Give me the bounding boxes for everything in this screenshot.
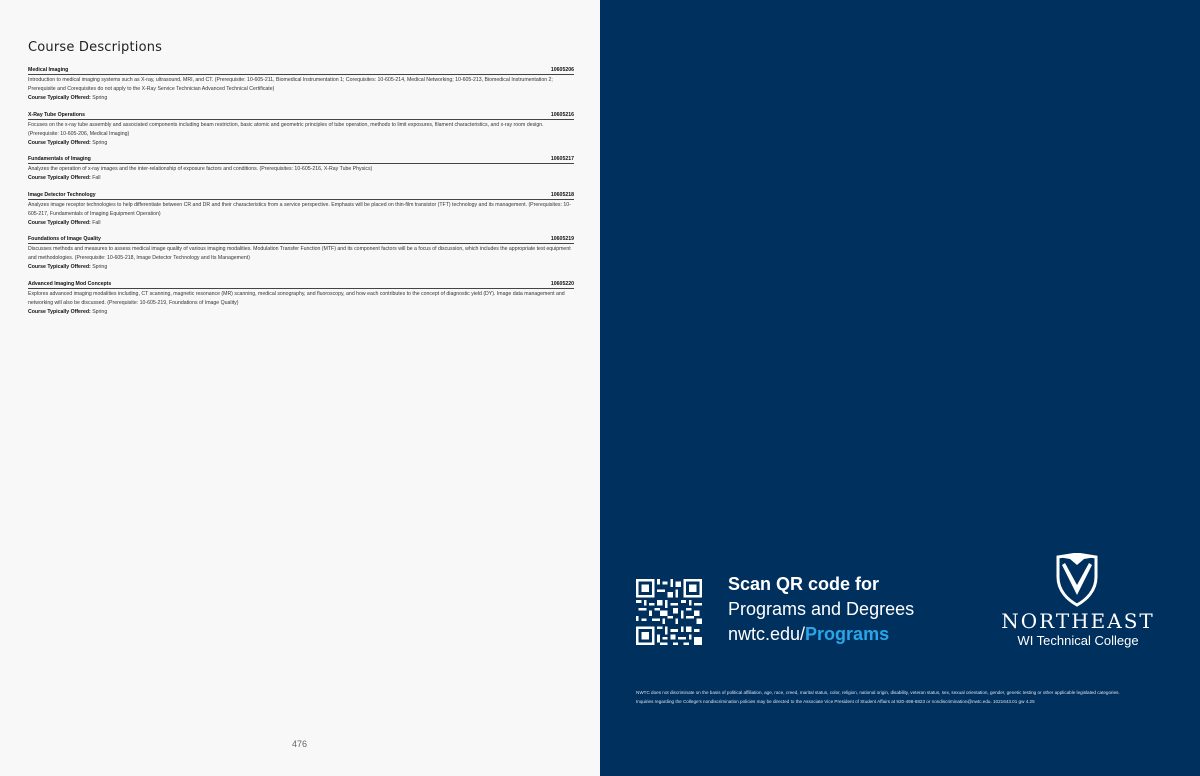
course-code: 10605206	[550, 67, 574, 73]
course-title: Fundamentals of Imaging	[28, 156, 91, 162]
course-entry	[28, 236, 574, 271]
programs-url-link[interactable]	[728, 624, 889, 645]
course-description: Analyzes image receptor technologies to help differentiate between CR and DR and their characteristics from a service perspective. Emphasis will be placed on thin-film transistor (TFT) technology and its management. (Prerequisites: 10-605-217, Fundamentals of Imaging Equipment Operation)	[28, 201, 571, 217]
shield-logo-icon	[1054, 553, 1100, 607]
course-offered	[28, 139, 574, 147]
url-accent: Programs	[805, 624, 890, 644]
course-code: 10605220	[550, 280, 574, 287]
course-entry	[28, 192, 574, 227]
disclaimer-line: NWTC does not discriminate on the basis of political affiliation, age, race, creed, marital status, color, religion, national origin, disability, veteran status, sex, sexual orientation, gender, genetic testing or other applicable legislated categories.	[636, 690, 1120, 695]
offered-term: Fall	[92, 219, 101, 226]
page-heading: Course Descriptions	[28, 40, 163, 55]
back-cover-panel	[600, 0, 1200, 776]
offered-term: Spring	[92, 95, 108, 101]
scan-qr-heading: Scan QR code for	[728, 574, 880, 594]
course-code: 10605216	[550, 111, 574, 118]
course-header	[28, 67, 574, 75]
qr-code-icon[interactable]	[636, 579, 702, 645]
course-header	[28, 112, 574, 120]
nondiscrimination-statement	[636, 688, 1192, 706]
course-entry	[28, 112, 574, 147]
course-title: Foundations of Image Quality	[28, 236, 101, 242]
course-header	[28, 192, 574, 200]
course-entry	[28, 156, 574, 182]
offered-label: Course Typically Offered:	[28, 175, 91, 181]
course-description: Analyzes the operation of x-ray images and the inter-relationship of exposure factors and conditions. (Prerequisites: 10-605-216, X-Ray Tube Physics)	[28, 166, 373, 172]
course-offered	[28, 308, 574, 316]
offered-label: Course Typically Offered:	[28, 139, 91, 146]
course-entry	[28, 67, 574, 102]
offered-term: Spring	[92, 264, 108, 270]
course-code: 10605218	[550, 191, 574, 198]
url-prefix: nwtc.edu/	[728, 624, 806, 644]
offered-label: Course Typically Offered:	[28, 219, 91, 226]
course-code: 10605219	[550, 236, 574, 242]
course-list	[28, 67, 574, 325]
course-title: Image Detector Technology	[28, 191, 96, 198]
course-offered	[28, 94, 574, 102]
course-offered	[28, 263, 574, 271]
offered-label: Course Typically Offered:	[28, 95, 91, 101]
course-entry	[28, 281, 574, 316]
offered-label: Course Typically Offered:	[28, 308, 91, 315]
offered-term: Fall	[92, 175, 101, 181]
offered-term: Spring	[92, 308, 108, 315]
course-description: Introduction to medical imaging systems such as X-ray, ultrasound, MRI, and CT. (Prerequisite: 10-605-211, Biomedical Instrumentation 1; Corequisites: 10-605-214, Medical Networking; 10-605-213, Biomedical Instrumentation 2; Prerequisite and Corequisites do not apply to the X-Ray Service Technician Advanced Technical Certificate)	[28, 77, 553, 92]
offered-label: Course Typically Offered:	[28, 264, 91, 270]
course-title: X-Ray Tube Operations	[28, 111, 85, 118]
college-logo-subtitle: WI Technical College	[1017, 633, 1139, 648]
course-offered	[28, 219, 574, 227]
course-description: Discusses methods and measures to assess medical image quality of various imaging modalities. Modulation Transfer Function (MTF) and its component factors will be a focus of discussion, which includes the appropriate test equipment and methodologies. (Prerequisite: 10-605-218, Image Detector Technology and Its Management)	[28, 246, 571, 261]
course-header	[28, 236, 574, 244]
course-description: Focuses on the x-ray tube assembly and associated components including beam restriction, basic atomic and geometric principles of tube operation, methods to limit exposures, filament characteristics, and x-ray room design. (Prerequisite: 10-605-206, Medical Imaging)	[28, 121, 544, 137]
course-title: Medical Imaging	[28, 67, 69, 73]
course-code: 10605217	[550, 156, 574, 162]
college-logo-name: NORTHEAST	[1001, 609, 1155, 633]
course-offered	[28, 174, 574, 182]
course-header	[28, 281, 574, 289]
offered-term: Spring	[92, 139, 108, 146]
disclaimer-line: Inquiries regarding the College's nondiscrimination policies may be directed to the Associate Vice President of Student Affairs at 920-498-6823 or nondiscrimination@nwtc.edu. 1021643.01 gw 4.25	[636, 699, 1035, 704]
course-title: Advanced Imaging Mod Concepts	[28, 280, 112, 287]
course-description: Explores advanced imaging modalities including, CT scanning, magnetic resonance (MR) scanning, medical sonography, and fluoroscopy, and how each contributes to the concept of diagnostic yield (DY). Image data management and networking will also be discussed. (Prerequisite: 10-605-219, Foundations of Image Quality)	[28, 290, 565, 306]
page-number: 476	[292, 739, 308, 749]
course-header	[28, 156, 574, 164]
scan-qr-subheading: Programs and Degrees	[728, 599, 915, 619]
